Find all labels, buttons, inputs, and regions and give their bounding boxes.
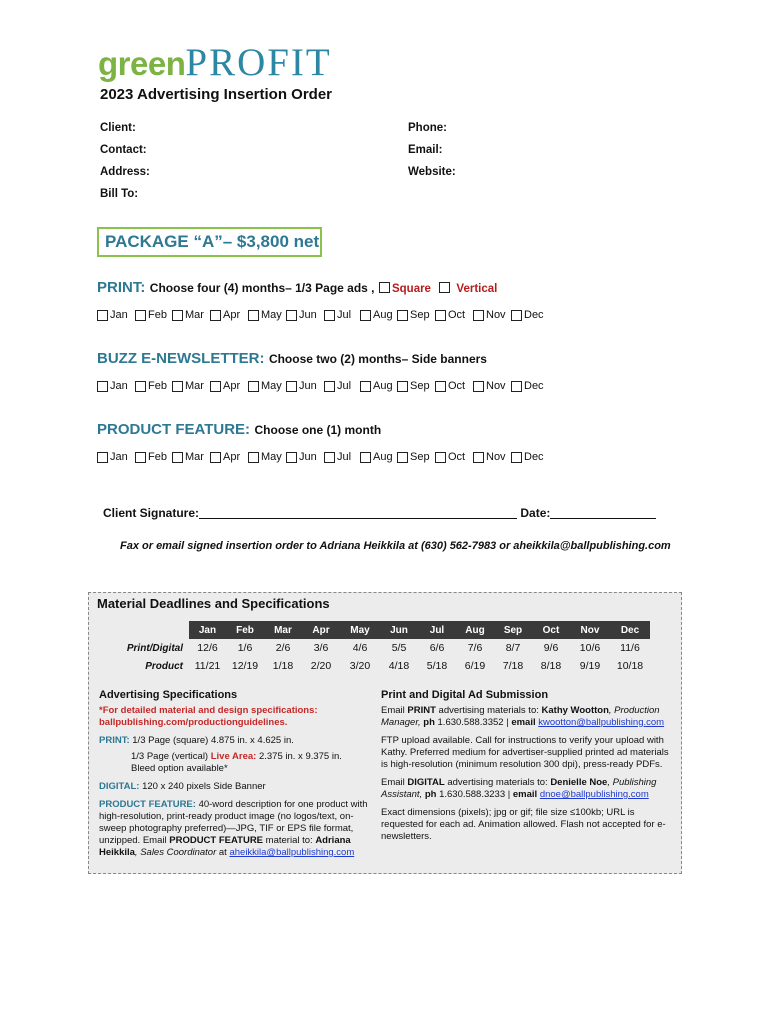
print-spec-line2a: 1/3 Page (vertical) — [131, 751, 209, 762]
digital-submission — [381, 777, 677, 801]
table-header-jun: Jun — [380, 621, 418, 639]
buzz-desc: Choose two (2) months– Side banners — [268, 352, 487, 366]
feature-month-label: Jun — [299, 451, 317, 463]
table-cell: 9/19 — [579, 660, 601, 672]
square-label: Square — [391, 283, 431, 295]
table-row — [117, 639, 650, 657]
print-month-jan[interactable] — [97, 309, 128, 321]
table-header-aug: Aug — [456, 621, 494, 639]
print-checkbox-feb[interactable] — [135, 310, 146, 321]
buzz-month-label: Jan — [110, 380, 128, 392]
feature-head: PRODUCT FEATURE: — [97, 421, 251, 438]
fax-instructions: Fax or email signed insertion order to Adriana Heikkila at (630) 562-7983 or aheikkila@ballpublishing.com — [120, 540, 671, 552]
signature-line — [103, 506, 656, 520]
feature-month-label: Nov — [486, 451, 506, 463]
buzz-month-oct[interactable] — [435, 380, 465, 392]
feature-spec — [99, 799, 371, 859]
bill-to-label: Bill To: — [100, 188, 139, 200]
feature-contact-role: , Sales Coordinator — [134, 847, 217, 858]
table-header-mar: Mar — [264, 621, 302, 639]
feature-month-label: Feb — [148, 451, 167, 463]
buzz-checkbox-aug[interactable] — [360, 381, 371, 392]
deadlines-table — [117, 621, 650, 675]
p3-b: advertising materials to: — [447, 777, 548, 788]
email-label: Email: — [408, 144, 443, 156]
print-month-feb[interactable] — [135, 309, 167, 321]
p3-email-label: email — [512, 789, 538, 800]
ad-submission-head: Print and Digital Ad Submission — [381, 689, 549, 701]
feature-month-jun[interactable] — [286, 451, 317, 463]
print-month-label: Aug — [373, 309, 393, 321]
print-checkbox-mar[interactable] — [172, 310, 183, 321]
table-cell: 8/7 — [505, 642, 521, 654]
p1-ph: ph — [423, 717, 435, 728]
detail-note — [99, 705, 371, 729]
print-checkbox-oct[interactable] — [435, 310, 446, 321]
buzz-month-apr[interactable] — [210, 380, 240, 392]
digital-format-note: Exact dimensions (pixels); jpg or gif; file size ≤100kb; URL is requested for each ad. Animation allowed. Flash not accepted for e-newsletters. — [381, 807, 666, 842]
print-checkbox-apr[interactable] — [210, 310, 221, 321]
table-cell: 2/20 — [310, 660, 332, 672]
print-month-label: Apr — [223, 309, 241, 321]
print-contact-phone: 1.630.588.3352 — [437, 717, 504, 728]
website-label: Website: — [408, 166, 456, 178]
print-month-label: Jun — [299, 309, 317, 321]
buzz-checkbox-mar[interactable] — [172, 381, 183, 392]
feature-checkbox-may[interactable] — [248, 452, 259, 463]
date-label: Date: — [520, 506, 551, 520]
print-contact-email[interactable]: kwootton@ballpublishing.com — [538, 717, 665, 728]
buzz-month-label: May — [261, 380, 282, 392]
logo-profit: PROFIT — [185, 41, 332, 84]
buzz-checkbox-nov[interactable] — [473, 381, 484, 392]
feature-checkbox-mar[interactable] — [172, 452, 183, 463]
address-label: Address: — [100, 166, 150, 178]
print-checkbox-sep[interactable] — [397, 310, 408, 321]
table-corner — [117, 621, 189, 639]
print-month-label: Jan — [110, 309, 128, 321]
feature-spec-at: at — [218, 847, 227, 858]
buzz-month-label: Jun — [299, 380, 317, 392]
buzz-month-dec[interactable] — [511, 380, 544, 392]
feature-month-nov[interactable] — [473, 451, 506, 463]
print-checkbox-jan[interactable] — [97, 310, 108, 321]
vertical-label: Vertical — [456, 283, 498, 295]
table-cell: 11/6 — [620, 642, 640, 654]
feature-month-apr[interactable] — [210, 451, 240, 463]
detail-note-text: *For detailed material and design specifications: — [99, 705, 318, 716]
table-cell: 3/6 — [313, 642, 329, 654]
feature-month-aug[interactable] — [360, 451, 393, 463]
buzz-month-aug[interactable] — [360, 380, 393, 392]
table-header-jan: Jan — [189, 621, 226, 639]
client-label: Client: — [100, 122, 136, 134]
buzz-checkbox-jun[interactable] — [286, 381, 297, 392]
feature-checkbox-apr[interactable] — [210, 452, 221, 463]
print-month-label: Nov — [486, 309, 506, 321]
buzz-month-label: Dec — [524, 380, 544, 392]
print-month-label: Dec — [524, 309, 544, 321]
print-month-jun[interactable] — [286, 309, 317, 321]
table-cell: 7/6 — [467, 642, 483, 654]
p1-bold: PRINT — [407, 705, 436, 716]
table-header-feb: Feb — [226, 621, 264, 639]
feature-spec-bold: PRODUCT FEATURE — [169, 835, 264, 846]
print-spec — [99, 735, 371, 775]
feature-desc: Choose one (1) month — [254, 423, 382, 437]
buzz-checkbox-may[interactable] — [248, 381, 259, 392]
feature-month-label: Oct — [448, 451, 466, 463]
feature-month-label: Mar — [185, 451, 204, 463]
table-cell: 4/6 — [352, 642, 368, 654]
feature-checkbox-jan[interactable] — [97, 452, 108, 463]
print-month-sep[interactable] — [397, 309, 430, 321]
buzz-head: BUZZ E-NEWSLETTER: — [97, 350, 265, 367]
p1-sep: | — [506, 717, 509, 728]
table-header-dec: Dec — [610, 621, 650, 639]
print-month-label: Jul — [337, 309, 352, 321]
buzz-month-label: Sep — [410, 380, 430, 392]
feature-checkbox-dec[interactable] — [511, 452, 522, 463]
live-area-label: Live Area: — [210, 751, 257, 762]
feature-month-label: May — [261, 451, 282, 463]
contact-label: Contact: — [100, 144, 147, 156]
table-cell: 5/5 — [391, 642, 407, 654]
feature-spec-to: material to: — [265, 835, 313, 846]
print-spec-line1: 1/3 Page (square) 4.875 in. x 4.625 in. — [132, 735, 294, 746]
buzz-month-may[interactable] — [248, 380, 282, 392]
buzz-checkbox-sep[interactable] — [397, 381, 408, 392]
buzz-month-label: Feb — [148, 380, 167, 392]
table-cell: 1/6 — [237, 642, 253, 654]
table-header-may: May — [340, 621, 380, 639]
buzz-month-label: Mar — [185, 380, 204, 392]
p3-bold: DIGITAL — [407, 777, 445, 788]
detail-end: . — [284, 717, 288, 728]
feature-month-label: Jan — [110, 451, 128, 463]
buzz-month-label: Aug — [373, 380, 393, 392]
feature-spec-label: PRODUCT FEATURE: — [99, 799, 196, 810]
vertical-checkbox[interactable] — [439, 282, 450, 293]
print-spec-line3: Bleed option available* — [131, 763, 228, 774]
buzz-month-nov[interactable] — [473, 380, 506, 392]
buzz-checkbox-apr[interactable] — [210, 381, 221, 392]
specs-title: Material Deadlines and Specifications — [97, 596, 330, 611]
table-header-sep: Sep — [494, 621, 532, 639]
p1-b: advertising materials to: — [438, 705, 539, 716]
buzz-checkbox-feb[interactable] — [135, 381, 146, 392]
table-cell: 7/18 — [502, 660, 524, 672]
feature-month-jan[interactable] — [97, 451, 128, 463]
table-cell: 6/19 — [464, 660, 486, 672]
table-cell: 2/6 — [275, 642, 291, 654]
signature-field[interactable] — [199, 507, 517, 519]
table-cell: 9/6 — [543, 642, 559, 654]
table-header-apr: Apr — [302, 621, 340, 639]
feature-month-label: Sep — [410, 451, 430, 463]
row-label: Product — [145, 660, 183, 672]
specifications-box — [88, 592, 682, 874]
print-checkbox-jun[interactable] — [286, 310, 297, 321]
print-month-dec[interactable] — [511, 309, 544, 321]
feature-month-label: Jul — [337, 451, 352, 463]
print-month-aug[interactable] — [360, 309, 393, 321]
digital-contact-role: , Publishing Assistant, — [381, 777, 657, 800]
advertising-specs-head: Advertising Specifications — [99, 689, 238, 701]
digital-spec-text: 120 x 240 pixels Side Banner — [142, 781, 266, 792]
feature-checkbox-aug[interactable] — [360, 452, 371, 463]
table-header-jul: Jul — [418, 621, 456, 639]
digital-spec-label: DIGITAL: — [99, 781, 140, 792]
feature-month-sep[interactable] — [397, 451, 430, 463]
buzz-month-jun[interactable] — [286, 380, 317, 392]
table-cell: 3/20 — [349, 660, 371, 672]
table-cell: 5/18 — [426, 660, 448, 672]
buzz-month-jan[interactable] — [97, 380, 128, 392]
feature-spec-text: 40-word description for one product with high-resolution, print-ready product image (no logos/text, on-sweep photography preferred)—JPG, TIF or EPS file format, unzipped. Email — [99, 799, 368, 846]
buzz-month-mar[interactable] — [172, 380, 204, 392]
date-field[interactable] — [550, 507, 656, 519]
print-month-may[interactable] — [248, 309, 282, 321]
feature-month-label: Dec — [524, 451, 544, 463]
phone-label: Phone: — [408, 122, 447, 134]
feature-month-oct[interactable] — [435, 451, 465, 463]
print-month-apr[interactable] — [210, 309, 240, 321]
p3-a: Email — [381, 777, 405, 788]
logo — [98, 40, 332, 84]
p1-a: Email — [381, 705, 405, 716]
feature-contact-name: Adriana Heikkila — [99, 835, 351, 858]
feature-month-dec[interactable] — [511, 451, 544, 463]
feature-checkbox-nov[interactable] — [473, 452, 484, 463]
print-contact-name: Kathy Wootton — [541, 705, 609, 716]
print-month-oct[interactable] — [435, 309, 465, 321]
print-month-label: May — [261, 309, 282, 321]
print-month-nov[interactable] — [473, 309, 506, 321]
table-cell: 12/6 — [197, 642, 218, 654]
feature-checkbox-oct[interactable] — [435, 452, 446, 463]
buzz-month-label: Apr — [223, 380, 241, 392]
feature-section-header — [97, 421, 381, 439]
print-checkbox-nov[interactable] — [473, 310, 484, 321]
buzz-month-sep[interactable] — [397, 380, 430, 392]
table-row — [117, 657, 650, 675]
buzz-month-label: Jul — [337, 380, 352, 392]
table-cell: 6/6 — [429, 642, 445, 654]
buzz-month-jul[interactable] — [324, 380, 351, 392]
print-checkbox-jul[interactable] — [324, 310, 335, 321]
p3-sep: | — [507, 789, 511, 800]
print-desc: Choose four (4) months– 1/3 Page ads , — [149, 281, 375, 295]
buzz-checkbox-oct[interactable] — [435, 381, 446, 392]
signature-label: Client Signature: — [103, 506, 200, 520]
print-checkbox-aug[interactable] — [360, 310, 371, 321]
row-label: Print/Digital — [126, 642, 183, 654]
table-cell: 8/18 — [540, 660, 562, 672]
advertising-specs — [99, 689, 371, 865]
print-contact-role: , Production Manager, — [381, 705, 660, 728]
feature-checkbox-feb[interactable] — [135, 452, 146, 463]
print-checkbox-may[interactable] — [248, 310, 259, 321]
digital-contact-name: Denielle Noe — [550, 777, 608, 788]
package-title: PACKAGE “A”– $3,800 net — [97, 227, 322, 257]
buzz-checkbox-jan[interactable] — [97, 381, 108, 392]
buzz-checkbox-dec[interactable] — [511, 381, 522, 392]
buzz-month-label: Oct — [448, 380, 466, 392]
feature-month-label: Aug — [373, 451, 393, 463]
digital-contact-phone: 1.630.588.3233 — [439, 789, 506, 800]
feature-month-jul[interactable] — [324, 451, 351, 463]
ftp-note: FTP upload available. Call for instructions to verify your upload with Kathy. Preferred medium for advertiser-supplied printed ad materials is high-resolution (minimum resolution 300 dpi), press-ready PDFs. — [381, 735, 669, 770]
digital-spec — [99, 781, 371, 793]
print-month-label: Sep — [410, 309, 430, 321]
table-cell: 11/21 — [194, 660, 221, 672]
table-header-nov: Nov — [570, 621, 610, 639]
logo-green: green — [98, 45, 186, 82]
buzz-month-feb[interactable] — [135, 380, 167, 392]
p1-email-label: email — [511, 717, 536, 728]
buzz-month-label: Nov — [486, 380, 506, 392]
feature-month-label: Apr — [223, 451, 241, 463]
page-title: 2023 Advertising Insertion Order — [100, 86, 333, 103]
print-month-jul[interactable] — [324, 309, 351, 321]
buzz-checkbox-jul[interactable] — [324, 381, 335, 392]
square-checkbox[interactable] — [379, 282, 390, 293]
guidelines-link[interactable]: ballpublishing.com/productionguidelines — [99, 717, 285, 728]
table-cell: 1/18 — [272, 660, 294, 672]
print-spec-line2b: 2.375 in. x 9.375 in. — [258, 751, 342, 762]
print-month-label: Feb — [148, 309, 167, 321]
table-cell: 12/19 — [231, 660, 259, 672]
feature-checkbox-jul[interactable] — [324, 452, 335, 463]
feature-month-may[interactable] — [248, 451, 282, 463]
print-section-header — [97, 279, 497, 297]
table-cell: 10/6 — [579, 642, 601, 654]
feature-contact-email[interactable]: aheikkila@ballpublishing.com — [229, 847, 355, 858]
feature-month-mar[interactable] — [172, 451, 204, 463]
print-head: PRINT: — [97, 279, 146, 296]
print-submission — [381, 705, 677, 729]
feature-month-feb[interactable] — [135, 451, 167, 463]
buzz-section-header — [97, 350, 487, 368]
table-header-oct: Oct — [532, 621, 570, 639]
print-month-label: Mar — [185, 309, 204, 321]
table-cell: 4/18 — [388, 660, 410, 672]
print-checkbox-dec[interactable] — [511, 310, 522, 321]
feature-checkbox-jun[interactable] — [286, 452, 297, 463]
feature-checkbox-sep[interactable] — [397, 452, 408, 463]
digital-contact-email[interactable]: dnoe@ballpublishing.com — [539, 789, 649, 800]
print-month-label: Oct — [448, 309, 466, 321]
ad-submission — [381, 689, 677, 849]
p3-ph: ph — [424, 789, 437, 800]
print-spec-label: PRINT: — [99, 735, 130, 746]
table-cell: 10/18 — [616, 660, 644, 672]
print-month-mar[interactable] — [172, 309, 204, 321]
